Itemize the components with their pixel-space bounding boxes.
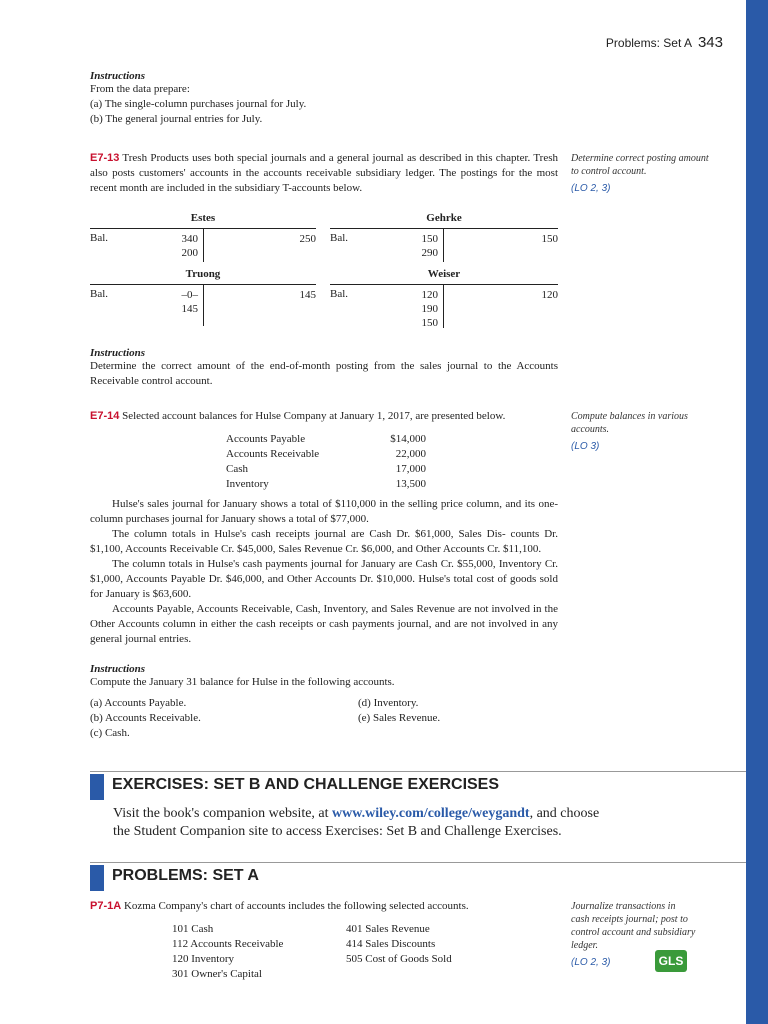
margin-note-e7-14 bbox=[571, 410, 711, 453]
instructions-block-1 bbox=[90, 70, 560, 127]
exercise-e7-13 bbox=[90, 151, 558, 196]
account-entry: 101 Cash bbox=[172, 923, 214, 935]
gls-badge-icon: GLS bbox=[655, 950, 687, 972]
learning-objective: (LO 2, 3) bbox=[571, 957, 611, 968]
debit-amount: 150 bbox=[421, 233, 438, 245]
chart-of-accounts-left bbox=[172, 922, 332, 982]
account-name: Accounts Receivable bbox=[226, 448, 320, 460]
t-account-title: Truong bbox=[185, 268, 221, 280]
credit-amount: 250 bbox=[299, 233, 316, 245]
instruction-text: Determine the correct amount of the end-of-month posting from the sales journal to the Accounts Receivable control account. bbox=[90, 360, 558, 387]
instructions-heading: Instructions bbox=[90, 663, 146, 675]
page-header bbox=[606, 34, 723, 51]
balance-row bbox=[226, 462, 426, 477]
instruction-items-right bbox=[358, 696, 558, 726]
balance-label: Bal. bbox=[330, 288, 349, 300]
instruction-line: (a) The single-column purchases journal for July. bbox=[90, 98, 307, 110]
set-b-text-line2: the Student Companion site to access Exercises: Set B and Challenge Exercises. bbox=[113, 824, 562, 839]
instruction-item: (c) Cash. bbox=[90, 727, 130, 739]
account-value: $14,000 bbox=[390, 433, 426, 445]
balance-row bbox=[226, 432, 426, 447]
debit-amount: –0– bbox=[181, 289, 198, 301]
account-entry: 414 Sales Discounts bbox=[346, 938, 436, 950]
account-value: 13,500 bbox=[395, 478, 426, 490]
t-account-title: Gehrke bbox=[426, 212, 462, 224]
credit-amount: 145 bbox=[299, 289, 316, 301]
account-value: 17,000 bbox=[395, 463, 426, 475]
section-title: PROBLEMS: SET A bbox=[112, 867, 259, 884]
paragraph: Accounts Payable, Accounts Receivable, Cash, Inventory, and Sales Revenue are not involved in the Other Accounts column in either the cash receipts or cash payments journal, and are not involved in any general journal entries. bbox=[90, 603, 558, 645]
instruction-text: Compute the January 31 balance for Hulse in the following accounts. bbox=[90, 676, 395, 688]
margin-note-text: Determine correct posting amount to control account. bbox=[571, 153, 709, 177]
problem-id: P7-1A bbox=[90, 900, 122, 912]
problem-p7-1a bbox=[90, 899, 560, 914]
account-entry: 120 Inventory bbox=[172, 953, 235, 965]
account-name: Inventory bbox=[226, 478, 269, 490]
instruction-items-left bbox=[90, 696, 290, 741]
debit-amount: 120 bbox=[421, 289, 438, 301]
set-b-text-end: , and choose bbox=[529, 806, 600, 821]
paragraph: The column totals in Hulse's cash payments journal for January are Cash Cr. $55,000, Inventory Cr. $1,000, Accounts Payable Dr. $46,000, and Other Accounts Dr. $10,000. Hulse's total cost of goods sold for January is $63,600. bbox=[90, 558, 558, 600]
instructions-heading: Instructions bbox=[90, 70, 146, 82]
t-account-title: Weiser bbox=[427, 268, 461, 280]
section-title: EXERCISES: SET B AND CHALLENGE EXERCISES bbox=[112, 776, 500, 793]
page-number: 343 bbox=[697, 34, 723, 51]
set-b-text bbox=[113, 805, 733, 841]
margin-note-text: Journalize transactions in cash receipts journal; post to control account and subsidiary ledger. bbox=[571, 901, 696, 951]
instruction-line: (b) The general journal entries for July. bbox=[90, 113, 263, 125]
margin-note-text: Compute balances in various accounts. bbox=[571, 411, 688, 435]
debit-amount: 150 bbox=[421, 317, 438, 329]
exercise-body bbox=[90, 497, 558, 647]
account-value: 22,000 bbox=[395, 448, 426, 460]
account-name: Cash bbox=[226, 463, 248, 475]
section-title: Problems: Set A bbox=[605, 36, 692, 50]
learning-objective: (LO 3) bbox=[571, 441, 600, 452]
account-entry: 505 Cost of Goods Sold bbox=[346, 953, 452, 965]
section-heading-set-a bbox=[90, 862, 746, 893]
balance-table bbox=[226, 432, 426, 492]
account-name: Accounts Payable bbox=[226, 433, 306, 445]
section-heading-set-b bbox=[90, 771, 746, 802]
balance-row bbox=[226, 477, 426, 492]
page-edge-bar bbox=[746, 0, 768, 1024]
companion-website-link[interactable]: www.wiley.com/college/weygandt bbox=[332, 806, 530, 821]
account-entry: 301 Owner's Capital bbox=[172, 968, 262, 980]
section-marker bbox=[90, 865, 104, 891]
instruction-item: (a) Accounts Payable. bbox=[90, 697, 187, 709]
paragraph: The column totals in Hulse's cash receipts journal are Cash Dr. $61,000, Sales Dis- counts Dr. $1,100, Accounts Receivable Cr. $45,000, Sales Revenue Cr. $6,000, and Other Accounts Cr. $11,100. bbox=[90, 528, 558, 555]
section-marker bbox=[90, 774, 104, 800]
margin-note-e7-13 bbox=[571, 152, 711, 195]
credit-amount: 150 bbox=[541, 233, 558, 245]
exercise-text: Selected account balances for Hulse Company at January 1, 2017, are presented below. bbox=[122, 410, 506, 422]
credit-amount: 120 bbox=[541, 289, 558, 301]
debit-amount: 190 bbox=[421, 303, 438, 315]
instruction-item: (e) Sales Revenue. bbox=[358, 712, 441, 724]
debit-amount: 340 bbox=[181, 233, 198, 245]
exercise-e7-14 bbox=[90, 409, 560, 424]
account-entry: 401 Sales Revenue bbox=[346, 923, 430, 935]
balance-label: Bal. bbox=[90, 288, 109, 300]
chart-of-accounts-right bbox=[346, 922, 506, 967]
balance-label: Bal. bbox=[330, 232, 349, 244]
problem-text: Kozma Company's chart of accounts includes the following selected accounts. bbox=[123, 900, 469, 912]
instructions-block-e7-13 bbox=[90, 347, 558, 389]
account-entry: 112 Accounts Receivable bbox=[172, 938, 284, 950]
exercise-id: E7-13 bbox=[90, 152, 120, 164]
exercise-id: E7-14 bbox=[90, 410, 120, 422]
balance-label: Bal. bbox=[90, 232, 109, 244]
balance-row bbox=[226, 447, 426, 462]
instruction-item: (d) Inventory. bbox=[358, 697, 419, 709]
paragraph: Hulse's sales journal for January shows a total of $110,000 in the selling price column, and its one-column purchases journal for January shows a total of $77,000. bbox=[90, 498, 558, 525]
t-account-title: Estes bbox=[190, 212, 216, 224]
debit-amount: 200 bbox=[181, 247, 198, 259]
instruction-item: (b) Accounts Receivable. bbox=[90, 712, 201, 724]
debit-amount: 145 bbox=[181, 303, 198, 315]
debit-amount: 290 bbox=[421, 247, 438, 259]
instruction-line: From the data prepare: bbox=[90, 83, 190, 95]
instructions-block-e7-14 bbox=[90, 663, 560, 690]
set-b-text-start: Visit the book's companion website, at bbox=[113, 806, 333, 821]
instructions-heading: Instructions bbox=[90, 347, 146, 359]
learning-objective: (LO 2, 3) bbox=[571, 183, 611, 194]
exercise-text: Tresh Products uses both special journals and a general journal as described in this chapter. Tresh also posts customers' accounts in the accounts receivable subsidiary ledger. The postings for the most recent month are included in the subsidiary T-accounts below. bbox=[90, 152, 558, 194]
